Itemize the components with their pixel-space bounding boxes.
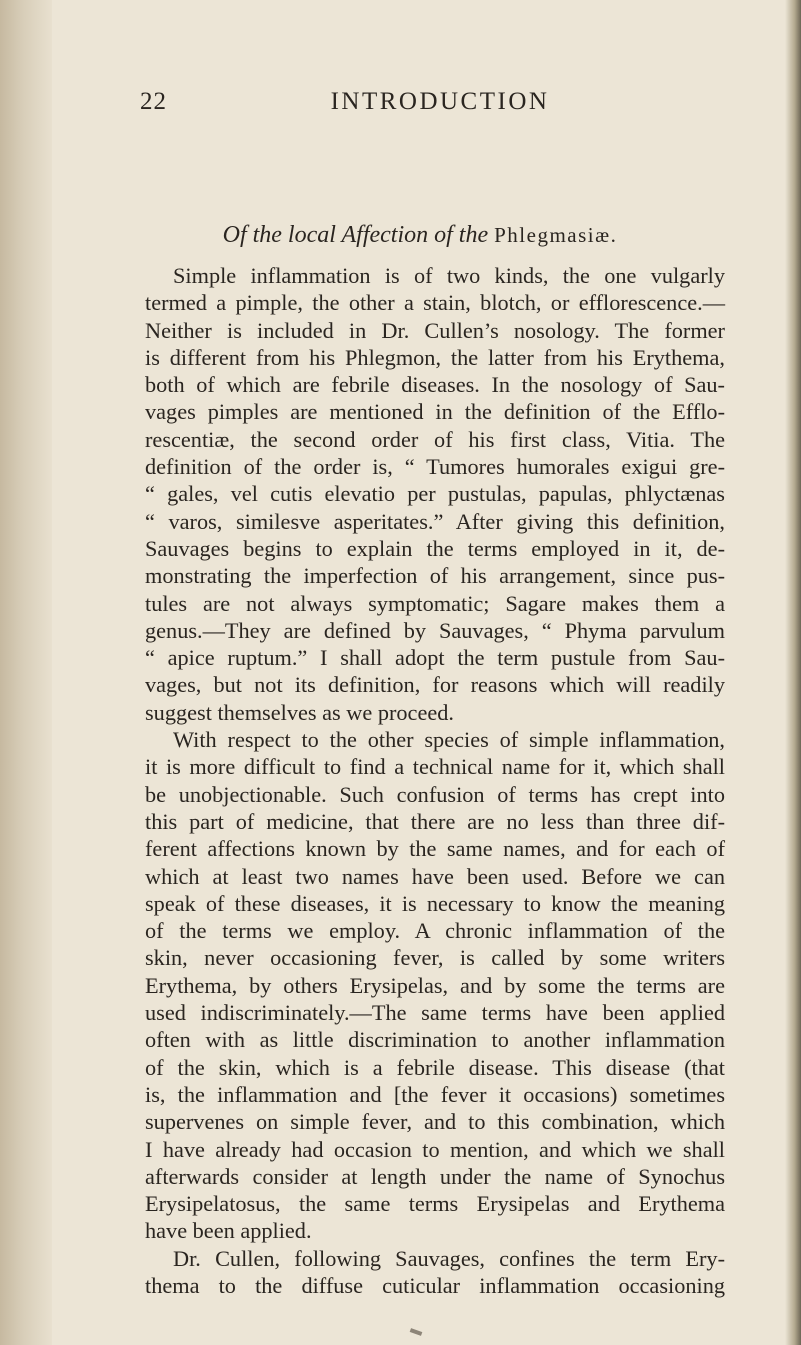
text-line: I have already had occasion to mention, and which we shall [145,1136,725,1162]
text-line: “ gales, vel cutis elevatio per pustulas, papulas, phlyctænas [145,481,725,507]
text-line: suggest themselves as we proceed. [145,699,454,725]
body-text [145,262,725,1299]
text-line: both of which are febrile diseases. In the nosology of Sau- [145,372,725,398]
text-line: termed a pimple, the other a stain, blotch, or efflorescence.— [145,290,725,316]
page-number: 22 [140,88,167,115]
page-header [140,88,700,124]
text-line: be unobjectionable. Such confusion of terms has crept into [145,781,725,807]
text-line: often with as little discrimination to another inflammation [145,1027,725,1053]
text-line: Erythema, by others Erysipelas, and by some the terms are [145,972,725,998]
text-line: used indiscriminately.—The same terms have been applied [145,1000,725,1026]
text-line: Erysipelatosus, the same terms Erysipelas and Erythema [145,1191,725,1217]
running-head: INTRODUCTION [330,88,550,115]
text-line: of the terms we employ. A chronic inflammation of the [145,918,725,944]
text-line: vages, but not its definition, for reasons which will readily [145,672,725,698]
text-line: Simple inflammation is of two kinds, the one vulgarly [173,263,725,288]
text-line: of the skin, which is a febrile disease. This disease (that [145,1054,725,1080]
text-line: this part of medicine, that there are no less than three dif- [145,808,725,834]
text-line: afterwards consider at length under the name of Synochus [145,1163,725,1189]
text-line: tules are not always symptomatic; Sagare makes them a [145,590,725,616]
text-line: Neither is included in Dr. Cullen’s nosology. The former [145,317,725,343]
text-line: “ apice ruptum.” I shall adopt the term pustule from Sau- [145,645,725,671]
text-line: With respect to the other species of simple inflammation, [173,727,725,753]
text-line: vages pimples are mentioned in the definition of the Efflo- [145,399,725,425]
text-line: ferent affections known by the same names, and for each of [145,836,725,862]
text-line: skin, never occasioning fever, is called by some writers [145,945,725,971]
text-line: definition of the order is, “ Tumores humorales exigui gre- [145,454,725,480]
text-line: is different from his Phlegmon, the latter from his Erythema, [145,344,725,370]
text-line: “ varos, similesve asperitates.” After giving this definition, [145,508,725,534]
text-line: monstrating the imperfection of his arrangement, since pus- [145,563,725,589]
text-line: which at least two names have been used. Before we can [145,863,725,889]
text-line: have been applied. [145,1218,312,1244]
text-line: supervenes on simple fever, and to this combination, which [145,1109,725,1135]
text-line: Sauvages begins to explain the terms employed in it, de- [145,535,725,561]
text-line: is, the inflammation and [the fever it occasions) sometimes [145,1081,725,1107]
text-line: genus.—They are defined by Sauvages, “ Phyma parvulum [145,617,725,643]
section-heading [100,222,740,249]
text-line: thema to the diffuse cuticular inflammation occasioning [145,1272,725,1298]
section-heading-italic: Of the local Affection of the [222,222,489,248]
page-edge-shadow [785,0,801,1345]
text-line: Dr. Cullen, following Sauvages, confines the term Ery- [173,1245,725,1271]
section-heading-caps: Phlegmasiæ. [494,223,618,247]
page-gutter-shadow [0,0,52,1345]
text-line: it is more difficult to find a technical name for it, which shall [145,754,725,780]
ink-mark [410,1328,423,1336]
text-line: speak of these diseases, it is necessary to know the meaning [145,890,725,916]
text-line: rescentiæ, the second order of his first class, Vitia. The [145,426,725,452]
